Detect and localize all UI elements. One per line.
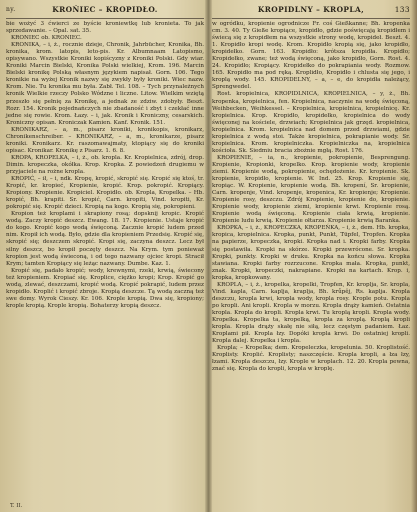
- dictionary-entry: Kropla; – Kropelka; dem. Kropeleczka, kropelunia. 50. Kroplistość. Kroplisty. Kroplić. Kroplisty; naszczęście. Kropla kropli, a łza łzy, łzami. Kropla deszczu, łzy. Krople w kroplach. 12. 20. Kropla pewna, znać się. Kropla do kropli, kropla w kroplę.: [212, 345, 410, 373]
- right-running-title: KROPIDLNY – KROPLA,: [257, 5, 365, 14]
- right-page-number: 133: [394, 5, 410, 14]
- left-running-title: KROŃIEC – KROPIDŁO.: [52, 5, 158, 14]
- right-page: [212, 4, 410, 373]
- signature-mark: T. II.: [10, 503, 23, 509]
- dictionary-entry: KRONIKA, – i, ż., rocznie dzieje, Chronik, Jahrbücher, Kronika, Bh. kronika, krom. latopis, leto-pis. Kr. Albumnaam Latopismo, opisywano. Wszystkie Kroniki kopiścyzny z Kroniki Polski. Gdy wiar. Kroniki Marcin Bielski, Kronika Polski wielkiej, Krom. 196. Marcin Bielski kronikę Polską własnym językiem napisał. Gorn. 106. Tego kronikie na wyżej Kronik nazwy się zwykły były kroniki. Wiec nazw. Krom. Nie. Tu kronika mu była. Zabł. Tel. 108. – Tych przynależnych kronik Wielkie rzeczy Polsko Wódzne i liczne. Litow. Wielkim wziętą przeszło się pełnię za Kronikę, a jednak ze zdziw. zdobyły. Beszt. Rozr. 154. Kronik pojednańczych nie zbadaność i zbyt i czekłać inne jedne się rowie. Krom. Łazy. – i, jak. Kronik i Kroniczny, cesarskich. Kroniczny opisan. Kroniczak Kamien. Kanf. Kronik. 151.: [6, 42, 204, 126]
- dictionary-entry: KROPLA, – i, ż., kropelka, kropelki, Tropfen, Kr. kroplja, Sr. kropla, Vind. kapla, Carn. kaplja, kraplja, Bh. krůpěj, Rs. kaplja. Kropla deszczu, kropla krwi, kropla wody, kropla rosy. Krople potu. Kropla po kropli. Ani kropli. Kropla w morzu. Kropla drąży kamień. Ostatnia kropla. Kropla do kropli. Kropla krwi. Tu kroplą kropli. Kropla wody. Kropelka. Kropelka ta, kropelką, kropla za kroplą. Kroplą kropli kropla. Kropla drąży skałę nie siłą, lecz częstym padaniem. Łaz. Kroplami pił. Kropla łzy. Dopóki kropla krwi. Do ostatniej kropli. Kropla dalej. Kropelka i kropla.: [212, 281, 410, 345]
- dictionary-entry: Kropić się, padało kropić; wody, krewnymi, rzeki, krwią, świecony też kropieniem. Kropiać się. Kroplice, ciężko kropi; Krop. Kropić go wodą, zlewać, deszczami, kropić wodą. Kropić pokrapić, ludem przez kropidło. Kroplić i kropić zbroje. Kropią deszcze. Tą wodą zaczną też swe domy. Wyrok Cieszy. Kr. 106. Krople kropią. Dwa się, kropiony; krople kropią. Krople kropią. Bohaterzy kropią deszcz.: [6, 267, 204, 309]
- page-edge-shadow: [411, 0, 417, 512]
- dictionary-entry: KROPIENIE, – ia, n., kropienie, pokropienie, Besprengung. Kropienie, Kropionki, kropelko. Krop. kropienie wody, kropienie ziemi. Kropienie wodą, pokropienie, ochędożenie. Kr. kropienie. Sk. kropienie, kropidło, kropienie. W. Ind. 25. Krop. Kropienie się, kropiąc. W. Kropienie, kropienie wodą. Bh. kropení, Sr. kropienie, Carn. kropenje, Vind. kropenje, kropenica, Kr. kropienje; Kropienie. Kropienie rosy, deszczu. Zdrój Kropienie, kropienie do, kropienie. Kropienie wody, kropienie ziemi, kropienie krwi. Kropienie rosą. Kropienie wodą święconą. Kropienie ciała krwią, kropienie. Kropienie ludu krwią. Kropienie ołtarza. Kropienie krwią Baranka.: [212, 154, 410, 225]
- dictionary-entry: KROPKA, – i, ż., KROPECZKA, KROPEŃKA, – i, ż., dem. Hb. kropka, kropica, kropielnica. Kropka, punkt, Punkt, Tüpfel, Tropfen. Kropka na papierze, kropeczka, kropki. Kropka nad i. Kropki farby. Kropka się postawiła. Kropki na skórze. Kropki przewrócone. Sr. kropka. Kropki, punkty. Kropki w druku. Kropka na końcu słowa. Kropka stawiana. Kropki farby rozrzucone. Kropka mała. Kropka, punkt, znak. Kropki, kropeczki, nakrapiane. Kropki na kartach. Krop. i, kropka, kropkowany.: [212, 225, 410, 281]
- right-page-header: [212, 4, 410, 19]
- dictionary-entry: KROPIĆ, – ił, – i, ndk. Kropę, kropić, skropić się. Kropić się ktoś, tr. Kropić, kr. kropieć, Kropienie, kropić. Krop. pokropić. Kropiący. Kropiony. Kropienie. Kropiciel. Kropidło. ob. Kropla, Kropelka. – Hb. kropić, Bh. krapiti. Sr. kropić, Carn. kropiti, Vind. kropiti, Kr. pokropić się. Kropić dzieci. Kropią na kogo. Kropią się, pokropieni.: [6, 176, 204, 211]
- book-gutter: [205, 0, 212, 512]
- dictionary-entry: Rost. kropielnica, KROPIDLNICA, KROPIELNICA, – y, ż., Bh. kropenka, kropielnica, fen. Kropielnica, naczynie na wodę święconą, Weihbecken, Weihkessel. – Kropielnica, kropielnica, kropielnicę. Kr. kropielnica. Krop. Kropidło, kropidełko, kropielnica do wody święconej na kościele, drzwiach; Kropielnica jak grzęd. kropielnica, kropielnica. Krom. kropielnica nad domem przed drzwiami, gdzie kropielnica z wodą stoi. Także kropielnica, pokrapianie wody. Sr. kropielnica. Krom. kropielniczka. Kropielniczka na, kropielnica kościoła. Sk. Siedmiu bracia zbożnie mgłą. Rost. 176.: [212, 91, 410, 154]
- left-page-header: [6, 4, 204, 19]
- dictionary-entry: KRONIEC ob. KRONIEC.: [11, 35, 82, 42]
- dictionary-entry: KROPA, KROPELKA, – i, ż., ob. kropla. Kr. Kropielnica, zdrój, drop. Dimin. kropeczka, okółka. Krop. Kropka. Z powiedzeń drugiemu w przyjaciele na rożne kropla.: [6, 154, 204, 175]
- dictionary-entry: bie wożyć 3 ćwierci ze byście kroniewtkę lub kronieta. To jak sprzedawanie. – Opal. sat. 35.: [6, 21, 204, 35]
- dictionary-entry: KRONIKARZ, – a, m., pisarz kroniki, kronikopis, kronikarz, Chronikenschreiber. – KRONIKARZ, – a, m., kronikarze, pisarz kroniki. Kronikarz. Kr. raszomawajmaty, ktopiący się do kroniki opisac. Kronikar. Kronikę z Pisarz. 1. 6. 8.: [6, 126, 204, 154]
- left-page: [6, 4, 204, 310]
- right-text-column: [212, 21, 410, 373]
- dictionary-entry: w ogródku, kropienie ogrodnicze Fr. coś Gießkanne; Bh. kropenka cm. 3. 40. Ty Gieße kropiące, kropidło, gdzie poświęcają kropidłem i świecą się z kropidłem na wszystkie strony wodę, kropideł. Beszt. 4. 1. Kropidło kropi wodę. Krom. Kropidło kropią się, jako kropidło, kropidełko. Gorn. 163. Kropidło: krótsza kropidła. Kropidło; Kropidełko, zwane; też wodą święconą, jako kropidło, Gorn. Rost. 4. 24. Kropidło; Kropiący. Kropidełko do pokrapiania wody. Rozmow. 165. Kropidło ma pod ręką. Kroplidło, Kropidło i chlusta się jego, i kroplą wody. 145. KROPIDELNY, – a, – e, do kropidła należący, Sprengwedel.: [212, 21, 410, 91]
- left-text-column: [6, 21, 204, 310]
- dictionary-entry: Kropion też kroplami i skrapiony rosą; dopsknij kropic. Kropić wodą. Zaczy kropić deszcz. Ewang. 18. 17. Kropienie. Ustaje kropić do kogo. Kropić kogo wodą święconą. Zacznie kropić ludem przed nim. Kropił ich wodą. Było, gdzie dla kropieniem Przedsię. Kropić się, skropić się; deszczem skropić. Kropi się, zaczyna deszcz. Lecz był silny deszcz, bo kropił poczęty deszcz. Na Krym. tym ponieważ kropion jest wodą świeconą, i od tego nazwany ojciec kropi. Stracił Krym; tamten Kropiący się leżąc nazwany. Dumbe. Kaz. 1.: [6, 211, 204, 267]
- left-header-lead: ny.: [6, 6, 16, 13]
